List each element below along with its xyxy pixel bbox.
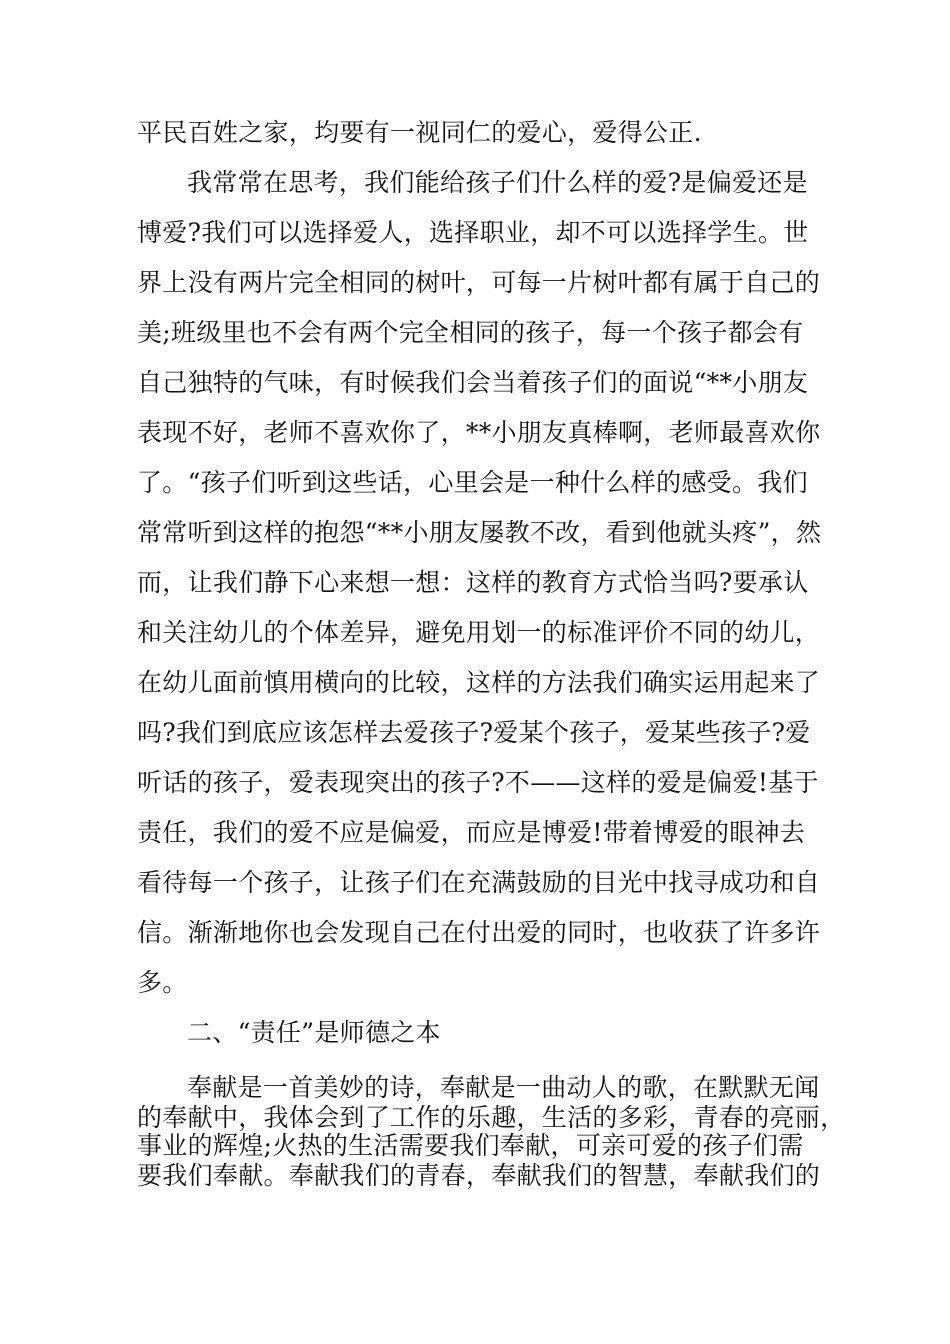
text-line: 吗?我们到底应该怎样去爱孩子?爱某个孩子，爱某些孩子?爱: [137, 718, 811, 747]
text-line: 而，让我们静下心来想一想：这样的教育方式恰当吗?要承认: [137, 568, 809, 597]
text-line: 责任，我们的爱不应是偏爱，而应是博爱!带着博爱的眼神去: [137, 818, 806, 847]
text-line: 信。渐渐地你也会发现自己在付出爱的同时，也收获了许多许: [137, 918, 821, 947]
text-line: 看待每一个孩子，让孩子们在充满鼓励的目光中找寻成功和自: [137, 868, 821, 897]
text-line: 自己独特的气味，有时候我们会当着孩子们的面说“**小朋友: [137, 368, 809, 397]
text-line: 听话的孩子，爱表现突出的孩子?不——这样的爱是偏爱!基于: [137, 768, 819, 797]
paragraph-start-line: 我常常在思考，我们能给孩子们什么样的爱?是偏爱还是: [187, 168, 808, 197]
text-line: 的奉献中，我体会到了工作的乐趣，生活的多彩，青春的亮丽，: [137, 1103, 846, 1132]
text-line: 在幼儿面前慎用横向的比较，这样的方法我们确实运用起来了: [137, 668, 821, 697]
text-line: 事业的辉煌;火热的生活需要我们奉献，可亲可爱的孩子们需: [137, 1131, 804, 1160]
text-line: 美;班级里也不会有两个完全相同的孩子，每一个孩子都会有: [137, 318, 804, 347]
text-line: 表现不好，老师不喜欢你了，**小朋友真棒啊，老师最喜欢你: [137, 418, 821, 447]
text-line: 博爱?我们可以选择爱人，选择职业，却不可以选择学生。世: [137, 218, 809, 247]
text-line: 了。“孩子们听到这些话，心里会是一种什么样的感受。我们: [137, 468, 808, 497]
text-line: 要我们奉献。奉献我们的青春，奉献我们的智慧，奉献我们的: [137, 1161, 821, 1190]
text-line: 多。: [137, 968, 188, 997]
text-line: 平民百姓之家，均要有一视同仁的爱心，爱得公正.: [137, 118, 702, 147]
paragraph-start-line: 奉献是一首美妙的诗，奉献是一曲动人的歌，在默默无闻: [187, 1073, 820, 1102]
text-line: 常常听到这样的抱怨“**小朋友屡教不改，看到他就头疼”，然: [137, 518, 822, 547]
section-heading: 二、“责任”是师德之本: [187, 1018, 441, 1047]
text-line: 和关注幼儿的个体差异，避免用划一的标准评价不同的幼儿，: [137, 618, 821, 647]
text-line: 界上没有两片完全相同的树叶，可每一片树叶都有属于自己的: [137, 268, 821, 297]
